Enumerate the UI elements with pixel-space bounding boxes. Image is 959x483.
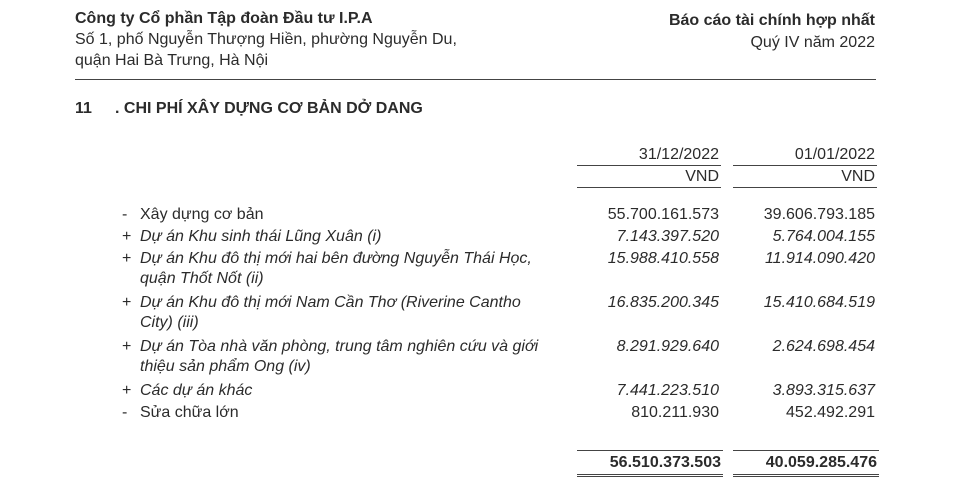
table-row — [75, 337, 880, 379]
company-name: Công ty Cổ phần Tập đoàn Đầu tư I.P.A — [75, 10, 373, 27]
total-value-1: 56.510.373.503 — [577, 450, 723, 477]
row-label: Dự án Tòa nhà văn phòng, trung tâm nghiên cứu và giới — [140, 338, 539, 355]
row-label: Các dự án khác — [140, 382, 253, 399]
column-date-1: 31/12/2022 — [577, 144, 721, 166]
row-bullet: + — [122, 382, 132, 399]
column-header-2 — [733, 144, 877, 188]
row-label: Dự án Khu đô thị mới Nam Cần Thơ (Riverine Cantho — [140, 294, 521, 311]
row-value-1: 15.988.410.558 — [607, 250, 719, 267]
total-value-2: 40.059.285.476 — [733, 450, 879, 477]
header-left — [75, 8, 457, 71]
row-value-1: 55.700.161.573 — [607, 206, 719, 223]
row-bullet: + — [122, 250, 132, 267]
address-line-1: Số 1, phố Nguyễn Thượng Hiền, phường Nguyễn Du, — [75, 31, 457, 48]
row-value-2: 5.764.004.155 — [772, 228, 875, 245]
row-bullet: + — [122, 294, 132, 311]
section-heading — [75, 100, 423, 118]
column-unit-1: VND — [577, 166, 721, 188]
row-value-1: 16.835.200.345 — [607, 294, 719, 311]
address-line-2: quận Hai Bà Trưng, Hà Nội — [75, 52, 269, 69]
row-bullet: - — [122, 206, 128, 223]
section-number: 11 — [75, 100, 92, 117]
report-title: Báo cáo tài chính hợp nhất — [668, 12, 875, 29]
table-row — [75, 293, 880, 335]
row-value-2: 452.492.291 — [786, 404, 875, 421]
row-value-1: 810.211.930 — [631, 404, 719, 421]
table-row — [75, 205, 880, 225]
row-label-continued: quận Thốt Nốt (ii) — [140, 270, 264, 287]
row-bullet: + — [122, 228, 132, 245]
row-label-continued: City) (iii) — [140, 314, 199, 331]
row-value-2: 39.606.793.185 — [763, 206, 875, 223]
header-right — [669, 10, 875, 54]
table-row — [75, 381, 880, 401]
row-value-1: 7.441.223.510 — [616, 382, 719, 399]
header-divider — [75, 79, 876, 80]
row-label-continued: thiệu sản phẩm Ong (iv) — [140, 358, 311, 375]
table-row — [75, 227, 880, 247]
table-body — [75, 205, 880, 425]
row-value-2: 15.410.684.519 — [763, 294, 875, 311]
row-label: Dự án Khu đô thị mới hai bên đường Nguyễn Thái Học, — [140, 250, 532, 267]
row-label: Sửa chữa lớn — [140, 404, 239, 421]
row-bullet: - — [122, 404, 128, 421]
row-label: Xây dựng cơ bản — [140, 206, 264, 223]
row-value-1: 7.143.397.520 — [616, 228, 719, 245]
section-title: . CHI PHÍ XÂY DỰNG CƠ BẢN DỞ DANG — [115, 100, 423, 117]
report-period: Quý IV năm 2022 — [750, 34, 875, 51]
row-value-2: 3.893.315.637 — [772, 382, 875, 399]
table-row — [75, 403, 880, 423]
row-label: Dự án Khu sinh thái Lũng Xuân (i) — [140, 228, 382, 245]
row-value-2: 2.624.698.454 — [772, 338, 875, 355]
row-bullet: + — [122, 338, 132, 355]
row-value-2: 11.914.090.420 — [764, 250, 875, 267]
column-unit-2: VND — [733, 166, 877, 188]
row-value-1: 8.291.929.640 — [616, 338, 719, 355]
column-header-1 — [577, 144, 721, 188]
column-date-2: 01/01/2022 — [733, 144, 877, 166]
table-row — [75, 249, 880, 291]
